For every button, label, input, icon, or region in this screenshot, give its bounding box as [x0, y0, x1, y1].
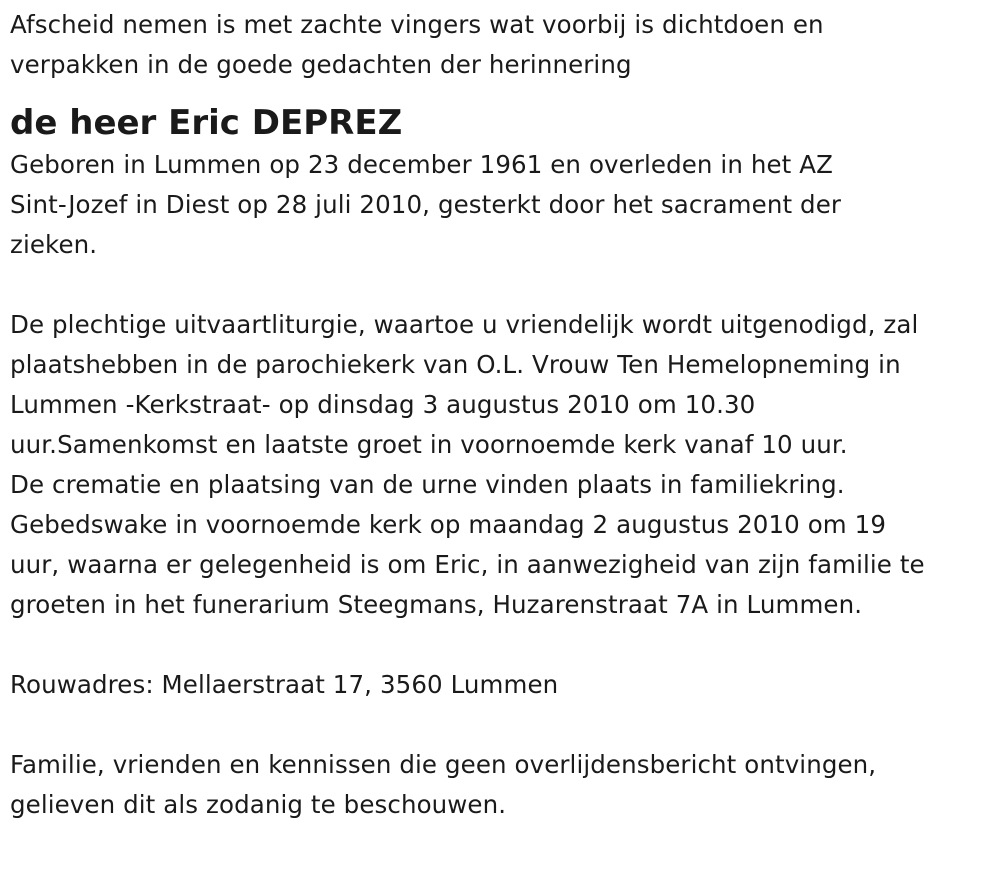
quote-line: Afscheid nemen is met zachte vingers wat voorbij is dichtdoen en: [10, 10, 824, 39]
ceremony-line: uur.Samenkomst en laatste groet in voornoemde kerk vanaf 10 uur.: [10, 430, 848, 459]
ceremony-line: De crematie en plaatsing van de urne vinden plaats in familiekring.: [10, 470, 845, 499]
birth-death-line: Geboren in Lummen op 23 december 1961 en overleden in het AZ: [10, 150, 833, 179]
closing-line: Familie, vrienden en kennissen die geen overlijdensbericht ontvingen,: [10, 750, 877, 779]
paragraph-spacer: [10, 625, 995, 665]
ceremony-line: De plechtige uitvaartliturgie, waartoe u vriendelijk wordt uitgenodigd, zal: [10, 310, 919, 339]
birth-death-line: zieken.: [10, 230, 98, 259]
ceremony-line: uur, waarna er gelegenheid is om Eric, in aanwezigheid van zijn familie te: [10, 550, 925, 579]
ceremony-line: Gebedswake in voornoemde kerk op maandag 2 augustus 2010 om 19: [10, 510, 887, 539]
address-line: Rouwadres: Mellaerstraat 17, 3560 Lummen: [10, 670, 559, 699]
ceremony-line: groeten in het funerarium Steegmans, Huzarenstraat 7A in Lummen.: [10, 590, 863, 619]
closing-line: gelieven dit als zodanig te beschouwen.: [10, 790, 507, 819]
memorial-quote: [10, 0, 995, 85]
birth-death-line: Sint-Jozef in Diest op 28 juli 2010, gesterkt door het sacrament der: [10, 190, 842, 219]
birth-death-paragraph: [10, 145, 995, 265]
ceremony-line: Lummen -Kerkstraat- op dinsdag 3 augustus 2010 om 10.30: [10, 390, 756, 419]
obituary-page: [10, 0, 995, 825]
deceased-name: de heer Eric DEPREZ: [10, 103, 403, 143]
quote-line: verpakken in de goede gedachten der herinnering: [10, 50, 632, 79]
ceremony-paragraph: [10, 305, 995, 625]
paragraph-spacer: [10, 705, 995, 745]
mourning-address: [10, 665, 995, 705]
ceremony-line: plaatshebben in de parochiekerk van O.L. Vrouw Ten Hemelopneming in: [10, 350, 901, 379]
closing-paragraph: [10, 745, 995, 825]
paragraph-spacer: [10, 265, 995, 305]
